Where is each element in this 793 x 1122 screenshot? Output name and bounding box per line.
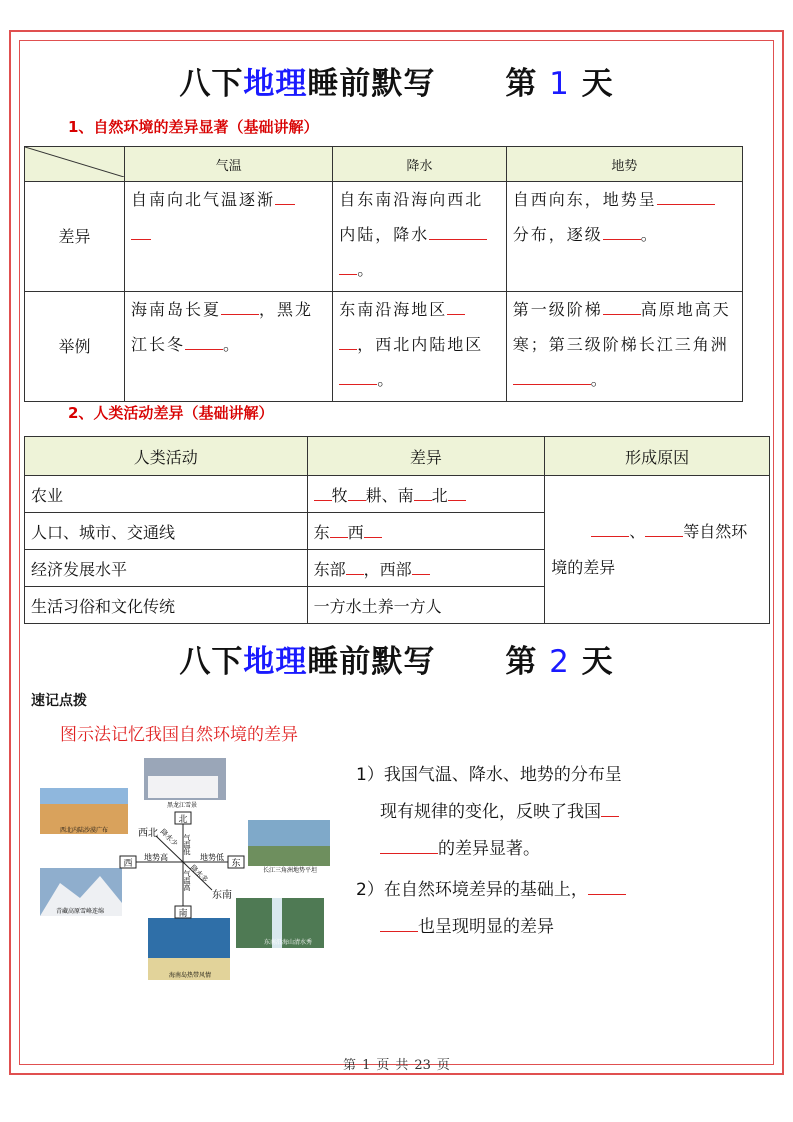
fill-blank[interactable] xyxy=(603,223,641,240)
day-suffix: 天 xyxy=(581,644,614,680)
title-prefix: 八下 xyxy=(179,66,244,102)
rain-more-label: 降水多 xyxy=(188,863,210,885)
page-footer: 第 1 页 共 23 页 xyxy=(343,1058,450,1073)
diff-economy: 东部 ，西部 xyxy=(307,550,545,587)
activity-customs: 生活习俗和文化传统 xyxy=(25,587,308,624)
day-number: 2 xyxy=(549,644,570,680)
east-label: 东 xyxy=(231,859,241,869)
diff-agriculture: 牧 耕、南 北 xyxy=(307,476,545,513)
fill-blank[interactable] xyxy=(645,520,683,537)
title-suffix: 睡前默写 xyxy=(307,66,436,102)
fill-blank[interactable] xyxy=(657,188,715,205)
north-label: 北 xyxy=(178,815,188,825)
quick-tips-heading: 速记点拨 xyxy=(31,693,87,709)
west-label: 西 xyxy=(123,859,133,869)
section2-heading: 2、人类活动差异（基础讲解） xyxy=(68,404,274,422)
natural-diff-table xyxy=(24,146,743,402)
question-1: 1）我国气温、降水、地势的分布呈 现有规律的变化，反映了我国 的差异显著。 xyxy=(356,765,622,859)
cell-diff-terrain: 自西向东，地势呈 分布，逐级 。 xyxy=(506,182,742,292)
fill-blank[interactable] xyxy=(339,258,357,275)
diff-customs: 一方水土养一方人 xyxy=(307,587,545,624)
fill-blank[interactable] xyxy=(314,484,332,501)
fill-blank[interactable] xyxy=(380,836,438,854)
diagram-method-heading: 图示法记忆我国自然环境的差异 xyxy=(60,725,298,745)
temp-high-label: 气温高 xyxy=(183,870,191,891)
header-difference: 差异 xyxy=(307,437,545,476)
fill-blank[interactable] xyxy=(348,484,366,501)
caption-heilongjiang: 黑龙江雪景 xyxy=(166,802,198,809)
row-label-difference: 差异 xyxy=(25,182,125,292)
section1-heading: 1、自然环境的差异显著（基础讲解） xyxy=(68,118,319,136)
title-prefix: 八下 xyxy=(179,644,244,680)
title-subject: 地理 xyxy=(243,644,308,680)
caption-northwest: 西北内陆沙漠广布 xyxy=(59,827,109,834)
rain-less-label: 降水少 xyxy=(158,827,180,849)
fill-blank[interactable] xyxy=(380,914,418,932)
title-subject: 地理 xyxy=(243,66,308,102)
south-label: 南 xyxy=(178,909,188,919)
day1-title xyxy=(0,58,793,103)
fill-blank[interactable] xyxy=(131,223,151,240)
fill-blank[interactable] xyxy=(603,298,641,315)
reason-cell: 、 等自然环 境的差异 xyxy=(545,476,770,624)
caption-qingzang: 青藏高原雪峰连绵 xyxy=(55,908,105,915)
activity-agriculture: 农业 xyxy=(25,476,308,513)
page-total: 23 xyxy=(414,1058,431,1073)
diagonal-header-cell xyxy=(25,147,125,182)
fill-blank[interactable] xyxy=(447,298,465,315)
fill-blank[interactable] xyxy=(412,558,430,575)
diff-population: 东 西 xyxy=(307,513,545,550)
header-terrain: 地势 xyxy=(506,147,742,182)
cell-example-terrain: 第一级阶梯 高原地高天寒；第三级阶梯长江三角洲。 xyxy=(506,292,742,402)
china-environment-diagram xyxy=(40,758,340,983)
day-suffix: 天 xyxy=(581,66,614,102)
header-reason: 形成原因 xyxy=(545,437,770,476)
fill-blank[interactable] xyxy=(339,368,377,385)
fill-blank[interactable] xyxy=(591,520,629,537)
fill-blank[interactable] xyxy=(346,558,364,575)
temp-low-label: 气温低 xyxy=(183,834,191,855)
fill-blank[interactable] xyxy=(448,484,466,501)
fill-blank[interactable] xyxy=(601,799,619,817)
day2-title xyxy=(0,636,793,681)
fill-blank[interactable] xyxy=(330,521,348,538)
day-prefix: 第 xyxy=(505,66,538,102)
northwest-label: 西北 xyxy=(138,828,158,839)
caption-yangtze: 长江三角洲地势平坦 xyxy=(262,867,318,874)
southeast-label: 东南 xyxy=(212,890,232,901)
day-number: 1 xyxy=(549,66,570,102)
cell-diff-temperature: 自南向北气温逐渐 xyxy=(125,182,333,292)
fill-blank[interactable] xyxy=(364,521,382,538)
header-activity: 人类活动 xyxy=(25,437,308,476)
row-label-example: 举例 xyxy=(25,292,125,402)
header-precipitation: 降水 xyxy=(333,147,506,182)
fill-blank[interactable] xyxy=(185,333,223,350)
cell-diff-precipitation: 自东南沿海向西北内陆，降水 。 xyxy=(333,182,506,292)
activity-economy: 经济发展水平 xyxy=(25,550,308,587)
cell-example-temperature: 海南岛长夏 ，黑龙江长冬 。 xyxy=(125,292,333,402)
human-activity-table xyxy=(24,436,770,624)
activity-population: 人口、城市、交通线 xyxy=(25,513,308,550)
caption-southeast: 东南沿海山清水秀 xyxy=(263,939,313,946)
fill-blank[interactable] xyxy=(275,188,295,205)
fill-blank[interactable] xyxy=(414,484,432,501)
title-suffix: 睡前默写 xyxy=(307,644,436,680)
header-temperature: 气温 xyxy=(125,147,333,182)
fill-blank[interactable] xyxy=(221,298,259,315)
question-2: 2）在自然环境差异的基础上， 也呈现明显的差异 xyxy=(356,872,626,946)
fill-blank[interactable] xyxy=(339,333,357,350)
fill-blank[interactable] xyxy=(513,368,591,385)
caption-hainan: 海南岛热带风情 xyxy=(168,972,212,979)
fill-blank[interactable] xyxy=(588,877,626,895)
terrain-low-label: 地势低 xyxy=(200,853,224,862)
page-number: 1 xyxy=(362,1058,371,1073)
diagonal-line xyxy=(25,147,124,177)
cell-example-precipitation: 东南沿海地区 ，西北内陆地区 。 xyxy=(333,292,506,402)
fill-blank[interactable] xyxy=(429,223,487,240)
day-prefix: 第 xyxy=(505,644,538,680)
terrain-high-label: 地势高 xyxy=(144,853,168,862)
